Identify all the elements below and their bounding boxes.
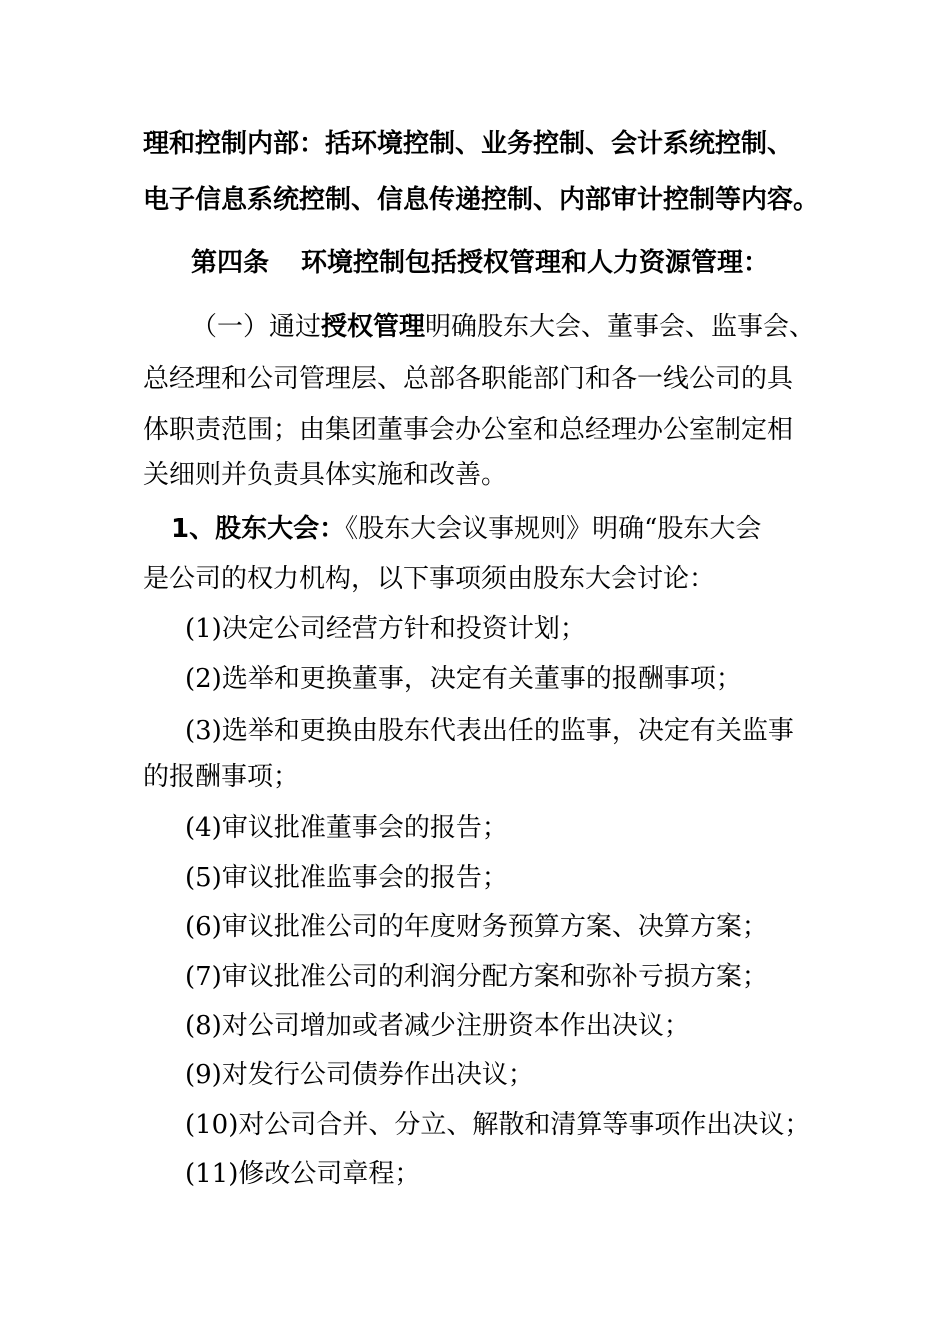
section-text: 明确股东大会、董事会、监事会、 — [425, 312, 816, 342]
paragraph-text: 总经理和公司管理层、总部各职能部门和各一线公司的具 — [143, 364, 794, 394]
article-text: 环境控制包括授权管理和人力资源管理： — [301, 248, 770, 278]
list-item — [185, 861, 508, 895]
paragraph-line — [143, 183, 819, 217]
list-item-text: (11)修改公司章程； — [185, 1159, 421, 1189]
list-item-text: (2)选举和更换董事，决定有关董事的报酬事项； — [185, 664, 742, 694]
paragraph-line — [143, 127, 793, 161]
list-item — [185, 910, 768, 944]
list-item-text: (4)审议批准董事会的报告； — [185, 813, 508, 843]
list-item-text: (10)对公司合并、分立、解散和清算等事项作出决议； — [185, 1110, 811, 1140]
list-item — [185, 1058, 534, 1092]
list-item-text: (5)审议批准监事会的报告； — [185, 863, 508, 893]
list-item — [185, 714, 794, 748]
list-item — [185, 960, 768, 994]
list-item-text: 的报酬事项； — [143, 762, 300, 792]
paragraph-line — [191, 310, 815, 344]
article-heading — [191, 246, 769, 280]
list-item-text: (6)审议批准公司的年度财务预算方案、决算方案； — [185, 912, 768, 942]
list-item — [185, 1009, 690, 1043]
list-item-text: (8)对公司增加或者减少注册资本作出决议； — [185, 1011, 690, 1041]
section-bold-term: 授权管理 — [321, 312, 426, 342]
list-item — [185, 662, 742, 696]
list-item-text: (9)对发行公司债券作出决议； — [185, 1060, 534, 1090]
paragraph-text: 电子信息系统控制、信息传递控制、内部审计控制等内容。 — [143, 185, 820, 215]
list-item — [185, 1108, 810, 1142]
paragraph-text: 是公司的权力机构，以下事项须由股东大会讨论： — [143, 564, 716, 594]
article-label: 第四条 — [191, 248, 270, 278]
list-item-continuation — [143, 760, 299, 794]
list-item-text: (3)选举和更换由股东代表出任的监事，决定有关监事 — [185, 716, 794, 746]
paragraph-text: 理和控制内部：括环境控制、业务控制、会计系统控制、 — [143, 129, 794, 159]
list-item — [185, 612, 586, 646]
paragraph-line — [143, 413, 793, 447]
list-item-text: (1)决定公司经营方针和投资计划； — [185, 614, 586, 644]
paragraph-line — [171, 512, 761, 546]
list-item-text: (7)审议批准公司的利润分配方案和弥补亏损方案； — [185, 962, 768, 992]
item-text: 《股东大会议事规则》明确“股东大会 — [345, 514, 762, 544]
section-prefix: （一）通过 — [191, 312, 322, 342]
list-item — [185, 1157, 420, 1191]
item-bold-label: 1、股东大会： — [171, 514, 346, 544]
paragraph-line — [143, 362, 793, 396]
paragraph-text: 关细则并负责具体实施和改善。 — [143, 460, 508, 490]
paragraph-text: 体职责范围；由集团董事会办公室和总经理办公室制定相 — [143, 415, 794, 445]
paragraph-line — [143, 562, 715, 596]
paragraph-line — [143, 458, 507, 492]
list-item — [185, 811, 508, 845]
